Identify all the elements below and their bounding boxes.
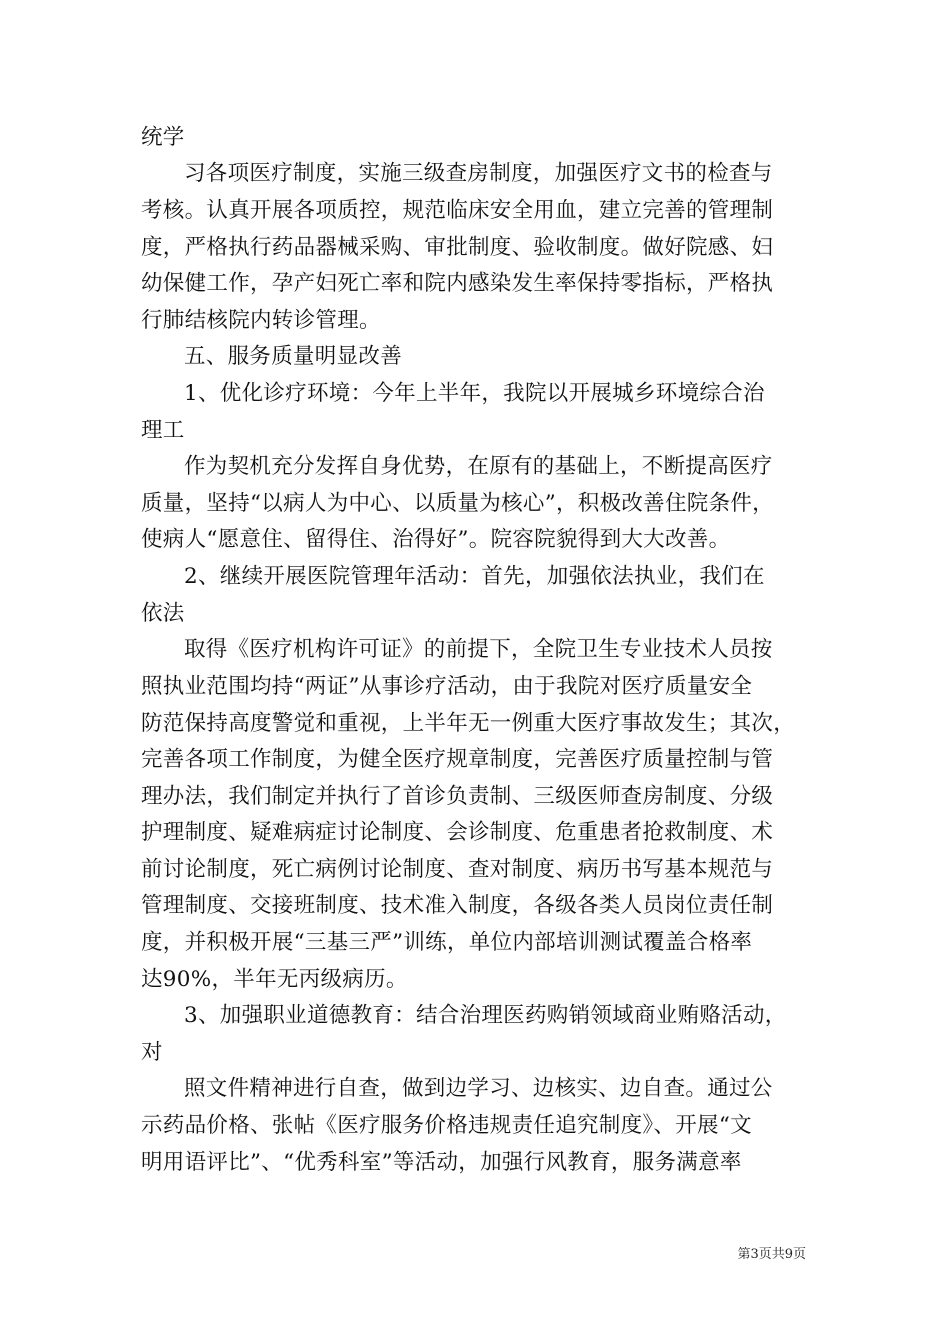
text-line: 完善各项工作制度，为健全医疗规章制度，完善医疗质量控制与管 xyxy=(141,747,774,772)
text-line: 理办法，我们制定并执行了首诊负责制、三级医师查房制度、分级 xyxy=(141,784,774,809)
text-line: 前讨论制度，死亡病例讨论制度、查对制度、病历书写基本规范与 xyxy=(141,857,774,882)
text-line: 3、加强职业道德教育：结合治理医药购销领域商业贿赂活动， xyxy=(184,1003,787,1028)
page-number: 第3页共9页 xyxy=(737,1247,806,1262)
text-line: 示药品价格、张帖《医疗服务价格违规责任追究制度》、开展“文 xyxy=(141,1113,752,1138)
text-line: 度，并积极开展“三基三严”训练，单位内部培训测试覆盖合格率 xyxy=(141,930,753,955)
text-line: 取得《医疗机构许可证》的前提下，全院卫生专业技术人员按 xyxy=(184,637,773,662)
section-heading: 五、服务质量明显改善 xyxy=(184,344,403,369)
text-line: 1、优化诊疗环境：今年上半年，我院以开展城乡环境综合治 xyxy=(184,381,765,406)
text-line: 2、继续开展医院管理年活动：首先，加强依法执业，我们在 xyxy=(184,564,765,589)
text-line: 护理制度、疑难病症讨论制度、会诊制度、危重患者抢救制度、术 xyxy=(141,820,774,845)
text-line: 达90%，半年无丙级病历。 xyxy=(141,967,408,992)
text-line: 对 xyxy=(141,1040,163,1065)
text-line: 使病人“愿意住、留得住、治得好”。院容院貌得到大大改善。 xyxy=(141,527,731,552)
text-line: 理工 xyxy=(141,418,185,443)
text-line: 考核。认真开展各项质控，规范临床安全用血，建立完善的管理制 xyxy=(141,198,774,223)
text-line: 行肺结核院内转诊管理。 xyxy=(141,308,381,333)
text-line: 明用语评比”、“优秀科室”等活动，加强行风教育，服务满意率 xyxy=(141,1150,742,1175)
text-line: 管理制度、交接班制度、技术准入制度，各级各类人员岗位责任制 xyxy=(141,893,774,918)
text-line: 照文件精神进行自查，做到边学习、边核实、边自查。通过公 xyxy=(184,1076,773,1101)
text-line: 习各项医疗制度，实施三级查房制度，加强医疗文书的检查与 xyxy=(184,161,773,186)
text-line: 统学 xyxy=(141,125,185,150)
text-line: 作为契机充分发挥自身优势，在原有的基础上，不断提高医疗 xyxy=(184,454,773,479)
text-line: 照执业范围均持“两证”从事诊疗活动，由于我院对医疗质量安全 xyxy=(141,674,753,699)
text-line: 防范保持高度警觉和重视，上半年无一例重大医疗事故发生；其次， xyxy=(141,711,796,736)
text-line: 依法 xyxy=(141,601,185,626)
text-line: 度，严格执行药品器械采购、审批制度、验收制度。做好院感、妇 xyxy=(141,235,774,260)
text-line: 质量，坚持“以病人为中心、以质量为核心”，积极改善住院条件， xyxy=(141,491,774,516)
text-line: 幼保健工作，孕产妇死亡率和院内感染发生率保持零指标，严格执 xyxy=(141,271,774,296)
